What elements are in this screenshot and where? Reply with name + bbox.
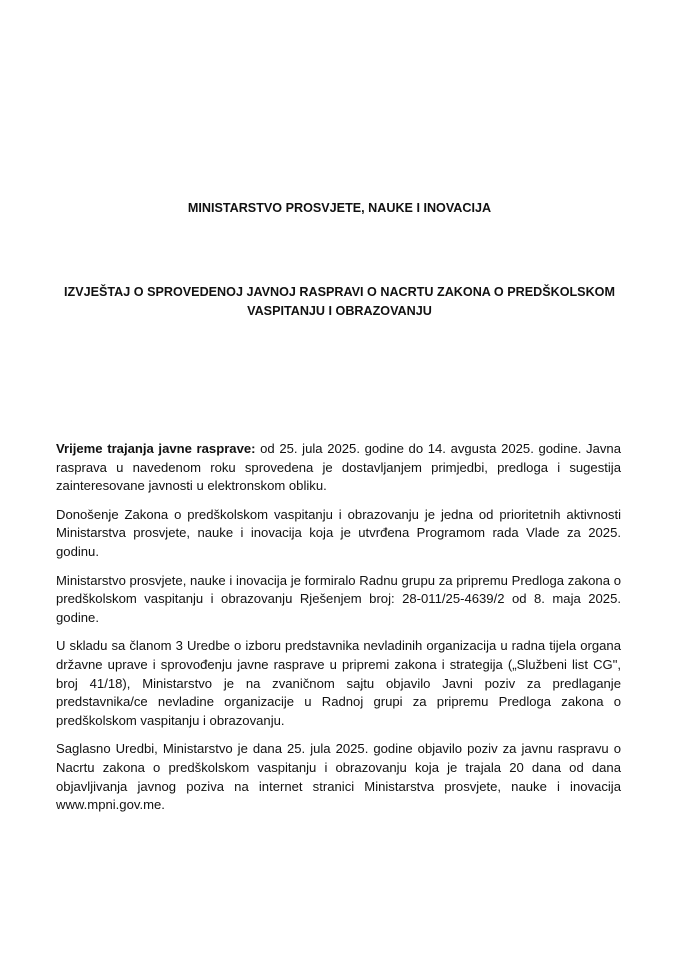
- report-title: IZVJEŠTAJ O SPROVEDENOJ JAVNOJ RASPRAVI O NACRTU ZAKONA O PREDŠKOLSKOM VASPITANJU I OBRAZOVANJU: [64, 285, 615, 318]
- duration-label: Vrijeme trajanja javne rasprave:: [56, 441, 256, 456]
- paragraph-priority: Donošenje Zakona o predškolskom vaspitanju i obrazovanju je jedna od prioritetnih aktivnosti Ministarstva prosvjete, nauke i inovacija koja je utvrđena Programom rada Vlade za 2025. godinu.: [56, 506, 621, 559]
- paragraph-duration: [56, 440, 621, 496]
- paragraph-public-call: Saglasno Uredbi, Ministarstvo je dana 25. jula 2025. godine objavilo poziv za javnu raspravu o Nacrtu zakona o predškolskom vaspitanju i obrazovanju koja je trajala 20 dana od dana objavljivanja javnog poziva na internet stranici Ministarstva prosvjete, nauke i inovacija www.mpni.gov.me.: [56, 741, 621, 813]
- document-body: [56, 440, 621, 825]
- paragraph-regulation: U skladu sa članom 3 Uredbe o izboru predstavnika nevladinih organizacija u radna tijela organa državne uprave i sprovođenju javne rasprave u pripremi zakona i strategija („Službeni list CG", broj 41/18), Ministarstvo je na zvaničnom sajtu objavilo Javni poziv za predlaganje predstavnika/ce nevladine organizacije u Radnoj grupi za pripremu Predloga zakona o predškolskom vaspitanju i obrazovanju.: [56, 638, 621, 728]
- ministry-name: MINISTARSTVO PROSVJETE, NAUKE I INOVACIJA: [187, 201, 492, 215]
- paragraph-working-group: Ministarstvo prosvjete, nauke i inovacija je formiralo Radnu grupu za pripremu Predloga zakona o predškolskom vaspitanju i obrazovanju Rješenjem broj: 28-011/25-4639/2 od 8. maja 2025. godine.: [56, 572, 621, 625]
- duration-text: od 25. jula 2025. godine do 14. avgusta 2025. godine. Javna rasprava u navedenom roku sprovedena je dostavljanjem primjedbi, predloga i sugestija zainteresovane javnosti u elektronskom obliku.: [56, 441, 621, 494]
